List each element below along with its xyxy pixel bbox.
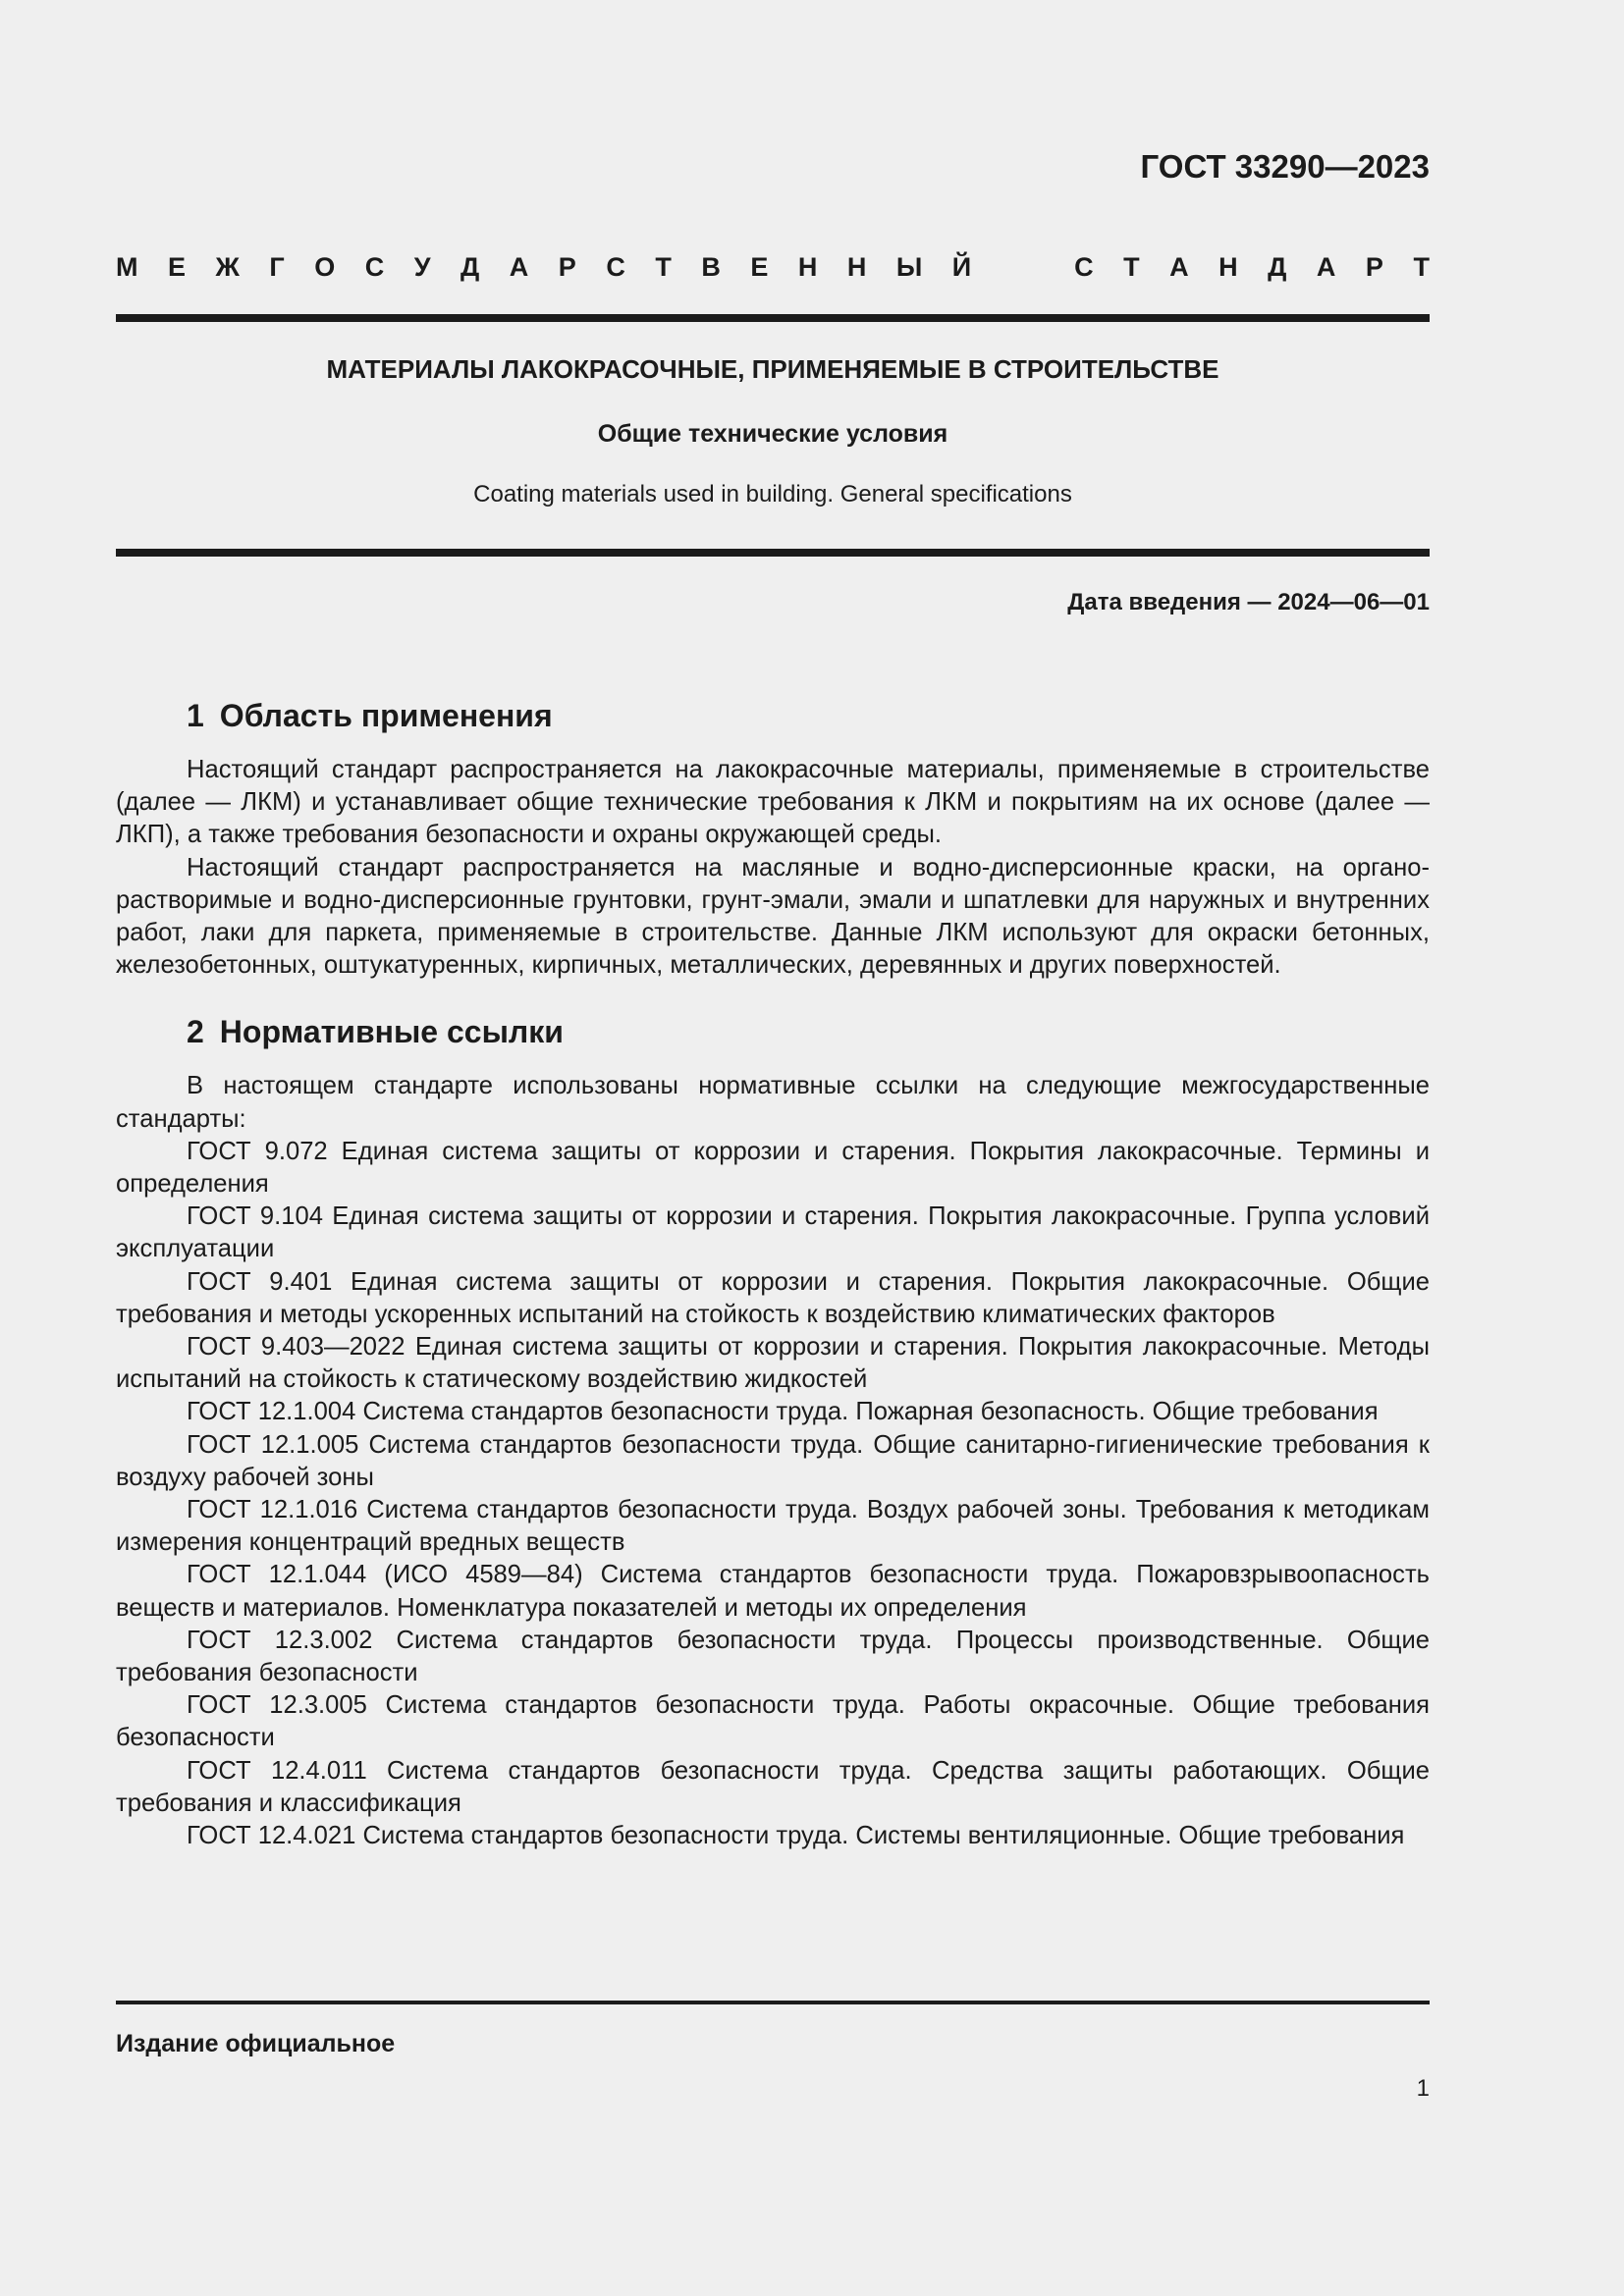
section-heading-normative-references: [187, 1003, 1430, 1060]
banner-letter: Ж: [215, 252, 240, 282]
reference-item: ГОСТ 9.104 Единая система защиты от коррозии и старения. Покрытия лакокрасочные. Группа условий эксплуатации: [116, 1202, 1430, 1263]
banner-letter: Г: [269, 252, 285, 282]
introduction-date: Дата введения — 2024—06—01: [1067, 589, 1430, 615]
reference-item: ГОСТ 9.072 Единая система защиты от коррозии и старения. Покрытия лакокрасочные. Термины и определения: [116, 1137, 1430, 1199]
footer-divider: [116, 2001, 1430, 2004]
section-heading-scope: [187, 687, 1430, 744]
banner-letter: А: [1316, 252, 1336, 282]
reference-item: ГОСТ 12.4.011 Система стандартов безопасности труда. Средства защиты работающих. Общие требования и классификация: [116, 1756, 1430, 1817]
reference-item: ГОСТ 12.1.005 Система стандартов безопасности труда. Общие санитарно-гигиенические требования к воздуху рабочей зоны: [116, 1430, 1430, 1491]
reference-item: ГОСТ 12.3.002 Система стандартов безопасности труда. Процессы производственные. Общие требования безопасности: [116, 1626, 1430, 1687]
reference-item: ГОСТ 12.3.005 Система стандартов безопасности труда. Работы окрасочные. Общие требования безопасности: [116, 1691, 1430, 1752]
banner-letter: А: [1169, 252, 1189, 282]
banner-letter: Е: [750, 252, 769, 282]
paragraph: Настоящий стандарт распространяется на лакокрасочные материалы, применяемые в строительстве (далее — ЛКМ) и устанавливает общие технические требования к ЛКМ и покрытиям на их основе (далее — ЛКП), а также требования безопасности и охраны окружающей среды.: [116, 756, 1430, 849]
banner-letter: Н: [1218, 252, 1238, 282]
banner-letter: Ы: [895, 252, 923, 282]
banner-letter: С: [606, 252, 625, 282]
banner-word-gap: [1001, 249, 1045, 285]
section-title: Нормативные ссылки: [219, 1014, 564, 1050]
banner-letter: Н: [797, 252, 818, 282]
document-title: МАТЕРИАЛЫ ЛАКОКРАСОЧНЫЕ, ПРИМЕНЯЕМЫЕ В СТРОИТЕЛЬСТВЕ: [326, 354, 1219, 384]
banner-letter: О: [314, 252, 336, 282]
reference-item: ГОСТ 9.403—2022 Единая система защиты от коррозии и старения. Покрытия лакокрасочные. Методы испытаний на стойкость к статическому воздействию жидкостей: [116, 1333, 1430, 1394]
banner-letter: А: [509, 252, 529, 282]
banner-letter: Н: [846, 252, 867, 282]
banner-letter: М: [116, 252, 138, 282]
official-edition-label: Издание официальное: [116, 2030, 396, 2057]
reference-item: ГОСТ 12.1.004 Система стандартов безопасности труда. Пожарная безопасность. Общие требования: [187, 1398, 1379, 1426]
document-title-english: Coating materials used in building. General specifications: [473, 481, 1072, 507]
banner-letter: Й: [951, 252, 972, 282]
banner-letter: Д: [1268, 252, 1287, 282]
banner-letter: Т: [1123, 252, 1140, 282]
banner-letter: Т: [1413, 252, 1430, 282]
header-divider: [116, 314, 1430, 322]
banner-letter: Т: [655, 252, 672, 282]
reference-item: ГОСТ 12.1.044 (ИСО 4589—84) Система стандартов безопасности труда. Пожаровзрывоопасность веществ и материалов. Номенклатура показателей и методы их определения: [116, 1561, 1430, 1622]
paragraph: В настоящем стандарте использованы нормативные ссылки на следующие межгосударственные стандарты:: [116, 1072, 1430, 1133]
document-body: [116, 687, 1430, 1852]
document-subtitle: Общие технические условия: [597, 420, 948, 448]
banner-letter: С: [1074, 252, 1094, 282]
section-number: 1: [187, 698, 204, 733]
banner-letter: Д: [460, 252, 480, 282]
banner-letter: Р: [558, 252, 576, 282]
interstate-standard-banner: [116, 249, 1430, 285]
banner-letter: У: [413, 252, 431, 282]
document-page: [116, 0, 1430, 2296]
section-number: 2: [187, 1014, 204, 1050]
paragraph: Настоящий стандарт распространяется на масляные и водно-дисперсионные краски, на органорастворимые и водно-дисперсионные грунтовки, грунт-эмали, эмали и шпатлевки для наружных и внутренних работ, лаки для паркета, применяемые в строительстве. Данные ЛКМ используют для окраски бетонных, железобетонных, оштукатуренных, кирпичных, металлических, деревянных и других поверхностей.: [116, 853, 1430, 980]
document-code: ГОСТ 33290—2023: [1140, 148, 1430, 185]
banner-letter: С: [364, 252, 385, 282]
title-divider: [116, 549, 1430, 557]
banner-letter: Е: [168, 252, 187, 282]
reference-item: ГОСТ 9.401 Единая система защиты от коррозии и старения. Покрытия лакокрасочные. Общие требования и методы ускоренных испытаний на стойкость к воздействию климатических факторов: [116, 1267, 1430, 1328]
section-title: Область применения: [219, 698, 553, 733]
banner-letter: Р: [1365, 252, 1383, 282]
page-number: 1: [1416, 2075, 1430, 2102]
reference-item: ГОСТ 12.1.016 Система стандартов безопасности труда. Воздух рабочей зоны. Требования к методикам измерения концентраций вредных веществ: [116, 1496, 1430, 1557]
banner-letter: В: [701, 252, 721, 282]
reference-item: ГОСТ 12.4.021 Система стандартов безопасности труда. Системы вентиляционные. Общие требования: [187, 1822, 1405, 1850]
